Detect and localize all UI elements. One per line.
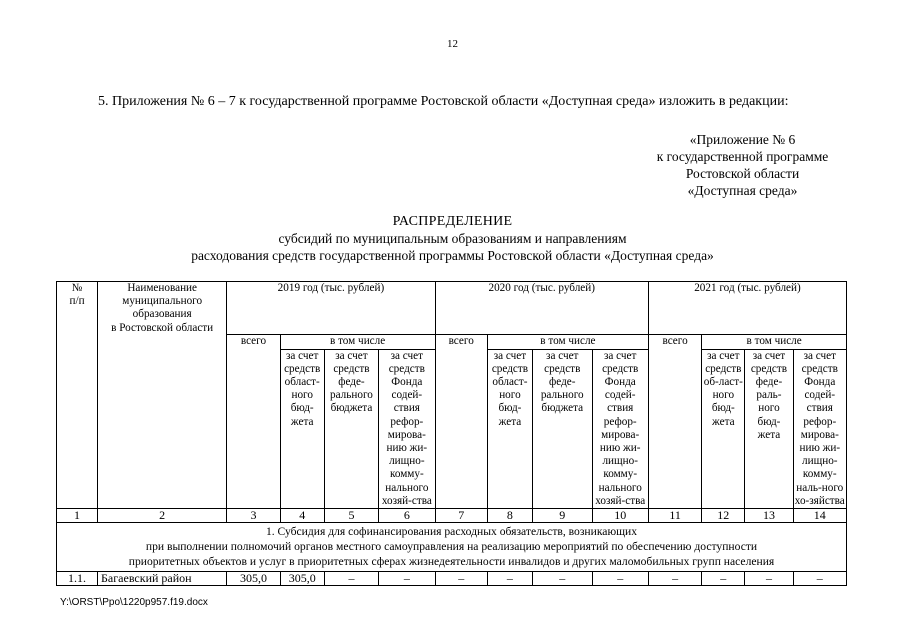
row-value: – [793,571,846,585]
page-number: 12 [447,38,458,50]
col-name-header-cont [98,335,227,349]
source-header: за счет средств феде-рального бюджета [324,349,378,508]
column-number: 7 [435,508,487,522]
distribution-table [56,281,847,586]
year-header: 2020 год (тыс. рублей) [435,282,648,335]
column-number: 11 [648,508,701,522]
source-header: за счет средств Фонда содей-ствия рефор-мирова-нию жи-лищно-комму-нального хозяй-ства [379,349,435,508]
source-header: за счет средств феде-рального бюджета [533,349,593,508]
section-title [57,522,847,571]
column-number: 12 [702,508,745,522]
title-heading: РАСПРЕДЕЛЕНИЕ [392,214,513,229]
title-subline: расходования средств государственной программы Ростовской области «Доступная среда» [191,248,714,263]
header-text: Наименование [127,282,198,294]
row-value: – [745,571,793,585]
including-header: в том числе [702,335,847,349]
col-no-header-cont [57,335,98,349]
column-number: 6 [379,508,435,522]
source-header: за счет средств Фонда содей-ствия рефор-мирова-нию жи-лищно-комму-наль-ного хо-зяйства [794,349,845,507]
document-title [40,213,865,264]
column-number: 4 [280,508,324,522]
total-header: всего [227,335,280,349]
row-value: – [648,571,701,585]
year-header: 2021 год (тыс. рублей) [648,282,846,335]
column-number: 5 [324,508,378,522]
header-text: п/п [69,295,85,308]
year-header: 2019 год (тыс. рублей) [227,282,435,335]
intro-paragraph: 5. Приложения № 6 – 7 к государственной программе Ростовской области «Доступная среда» изложить в редакции: [98,94,789,109]
source-header: за счет средств об-ласт-ного бюд-жета [702,349,745,508]
header-row-totals [57,335,847,349]
total-header-cont [648,349,701,508]
source-header: за счет средств Фонда содей-ствия рефор-мирова-нию жи-лищно-комму-нального хозяй-ства [592,349,648,508]
column-number-row [57,508,847,522]
section-title-line: 1. Субсидия для софинансирования расходных обязательств, возникающих [265,524,638,538]
column-number: 13 [745,508,793,522]
source-header: за счет средств област-ного бюд-жета [280,349,324,508]
section-title-line: приоритетных объектов и услуг в приоритетных сферах жизнедеятельности инвалидов и других маломобильных групп населения [128,555,775,569]
file-path-footer: Y:\ORST\Ppo\1220p957.f19.docx [60,597,208,608]
total-header-cont [227,349,280,508]
section-row [57,522,847,571]
row-value: 305,0 [227,571,280,585]
table-row [57,571,847,585]
column-number: 10 [592,508,648,522]
column-number: 8 [487,508,532,522]
row-value: – [533,571,593,585]
header-text: образования [132,308,192,321]
row-value: 305,0 [280,571,324,585]
total-header: всего [648,335,701,349]
appendix-line: «Приложение № 6 [689,132,796,147]
appendix-line: «Доступная среда» [687,183,798,198]
column-number: 1 [57,508,98,522]
column-number: 14 [793,508,846,522]
row-name: Багаевский район [98,571,227,585]
col-no-header [57,282,98,335]
header-text: № [71,282,83,294]
row-value: – [324,571,378,585]
row-value: – [702,571,745,585]
header-row-years [57,282,847,335]
appendix-line: Ростовской области [685,166,800,181]
section-title-line: при выполнении полномочий органов местного самоуправления на реализацию мероприятий по обеспечению доступности [145,540,758,554]
header-row-sources [57,349,847,508]
title-subline: субсидий по муниципальным образованиям и направлениям [278,231,627,246]
row-number: 1.1. [57,571,98,585]
total-header: всего [435,335,487,349]
col-name-header-cont [98,349,227,508]
row-value: – [592,571,648,585]
including-header: в том числе [280,335,435,349]
appendix-header [620,131,865,199]
row-value: – [487,571,532,585]
col-name-header [98,282,227,335]
total-header-cont [435,349,487,508]
including-header: в том числе [487,335,648,349]
appendix-line: к государственной программе [656,149,829,164]
header-text: в Ростовской области [111,321,214,334]
row-value: – [435,571,487,585]
source-header: за счет средств област-ного бюд-жета [487,349,532,508]
source-header: за счет средств феде-раль-ного бюд-жета [745,349,793,508]
row-value: – [379,571,435,585]
column-number: 2 [98,508,227,522]
header-text: муниципального [122,295,203,308]
column-number: 9 [533,508,593,522]
column-number: 3 [227,508,280,522]
col-no-header-cont [57,349,98,508]
